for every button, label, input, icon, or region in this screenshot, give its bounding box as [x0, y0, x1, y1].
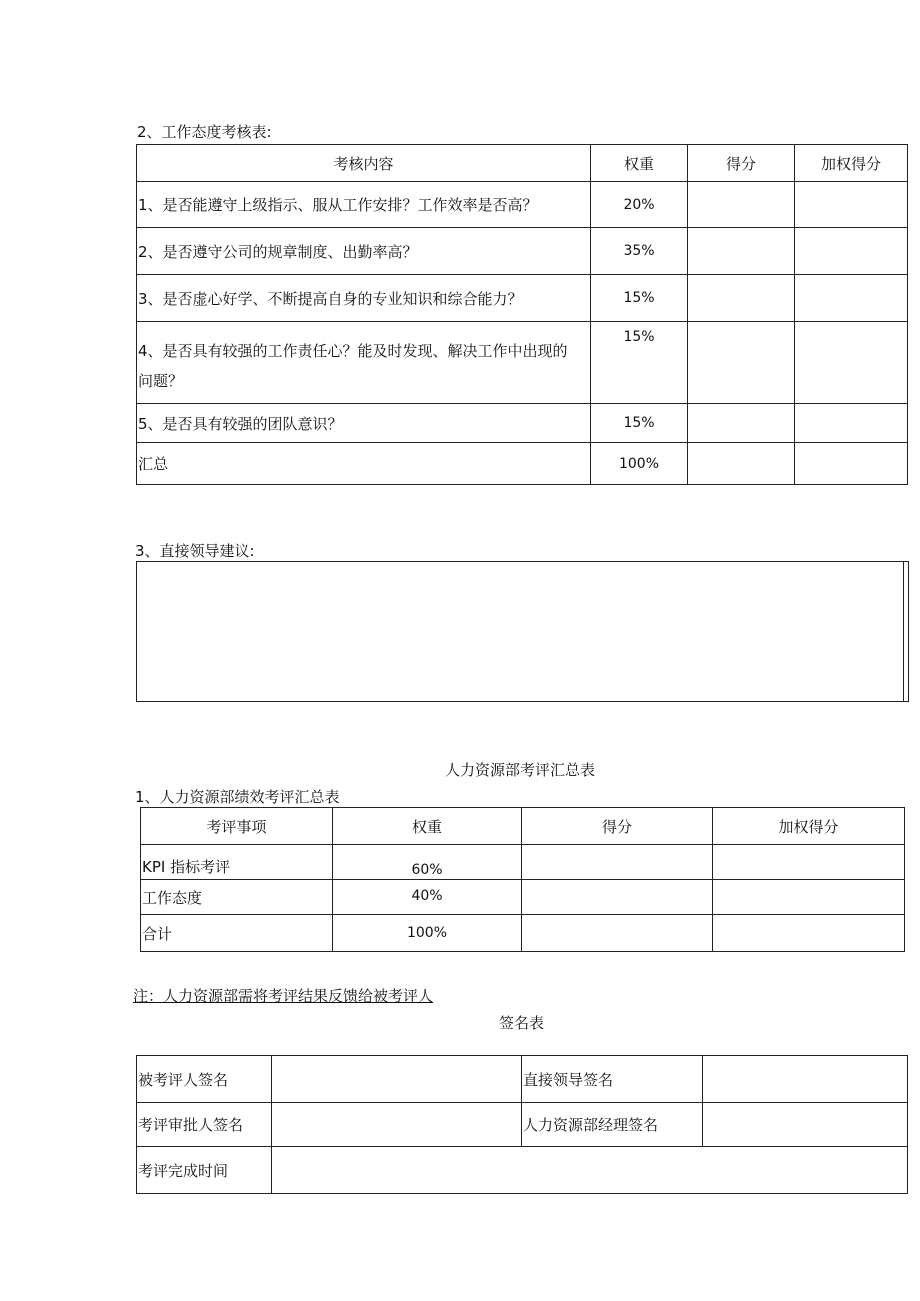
- row-item: 合计: [141, 915, 333, 952]
- row-weight: 100%: [591, 443, 688, 485]
- header-score: 得分: [688, 145, 795, 182]
- weighted-score-cell[interactable]: [713, 880, 905, 915]
- row-content: 1、是否能遵守上级指示、服从工作安排？工作效率是否高？: [137, 182, 591, 228]
- direct-leader-signature-field[interactable]: [703, 1056, 908, 1103]
- table-row: [141, 880, 905, 915]
- table-row: [137, 182, 908, 228]
- hr-summary-table: [140, 807, 905, 952]
- weighted-score-cell[interactable]: [795, 182, 908, 228]
- score-cell[interactable]: [688, 228, 795, 275]
- score-cell[interactable]: [688, 443, 795, 485]
- table-row: [137, 1103, 908, 1147]
- row-content: [137, 322, 591, 404]
- table-row: [137, 1056, 908, 1103]
- header-weighted-score: 加权得分: [713, 808, 905, 845]
- score-cell[interactable]: [522, 880, 713, 915]
- approver-label: 考评审批人签名: [137, 1103, 272, 1147]
- weighted-score-cell[interactable]: [795, 275, 908, 322]
- weighted-score-cell[interactable]: [795, 228, 908, 275]
- approver-signature-field[interactable]: [272, 1103, 522, 1147]
- row-content-line1: 4、是否具有较强的工作责任心？能及时发现、解决工作中出现的: [138, 341, 568, 360]
- weighted-score-cell[interactable]: [795, 322, 908, 404]
- hr-manager-label: 人力资源部经理签名: [522, 1103, 703, 1147]
- leader-suggestion-box[interactable]: [136, 561, 909, 702]
- header-weighted-score: 加权得分: [795, 145, 908, 182]
- table-row: [137, 404, 908, 443]
- section2-heading: 2、工作态度考核表:: [137, 123, 272, 141]
- row-content-line2: 问题？: [138, 371, 184, 390]
- direct-leader-label: 直接领导签名: [522, 1056, 703, 1103]
- row-weight: 40%: [333, 880, 522, 915]
- row-weight: 35%: [591, 228, 688, 275]
- row-weight: 60%: [333, 845, 522, 880]
- table-header-row: [141, 808, 905, 845]
- weighted-score-cell[interactable]: [713, 845, 905, 880]
- row-item: KPI 指标考评: [141, 845, 333, 880]
- table-row: [137, 275, 908, 322]
- header-weight: 权重: [333, 808, 522, 845]
- header-weight: 权重: [591, 145, 688, 182]
- table-header-row: [137, 145, 908, 182]
- table-row: [137, 1147, 908, 1194]
- attitude-table: [136, 144, 908, 485]
- table-row-total: [137, 443, 908, 485]
- row-content: 汇总: [137, 443, 591, 485]
- completion-time-label: 考评完成时间: [137, 1147, 272, 1194]
- hr-note: 注：人力资源部需将考评结果反馈给被考评人: [133, 987, 434, 1005]
- weighted-score-cell[interactable]: [713, 915, 905, 952]
- hr-summary-title: 人力资源部考评汇总表: [445, 761, 596, 779]
- signature-title: 签名表: [499, 1014, 545, 1032]
- appraisee-signature-field[interactable]: [272, 1056, 522, 1103]
- header-content: 考核内容: [137, 145, 591, 182]
- signature-table: [136, 1055, 908, 1194]
- row-weight: 20%: [591, 182, 688, 228]
- row-content: 2、是否遵守公司的规章制度、出勤率高？: [137, 228, 591, 275]
- row-content: 5、是否具有较强的团队意识？: [137, 404, 591, 443]
- hr-summary-subheading: 1、人力资源部绩效考评汇总表: [135, 788, 340, 806]
- row-item: 工作态度: [141, 880, 333, 915]
- box-double-border: [903, 561, 904, 701]
- table-row: [141, 845, 905, 880]
- weighted-score-cell[interactable]: [795, 404, 908, 443]
- score-cell[interactable]: [688, 322, 795, 404]
- score-cell[interactable]: [522, 915, 713, 952]
- score-cell[interactable]: [688, 275, 795, 322]
- row-content: 3、是否虚心好学、不断提高自身的专业知识和综合能力？: [137, 275, 591, 322]
- score-cell[interactable]: [688, 182, 795, 228]
- appraisee-label: 被考评人签名: [137, 1056, 272, 1103]
- completion-time-field[interactable]: [272, 1147, 908, 1194]
- header-item: 考评事项: [141, 808, 333, 845]
- header-score: 得分: [522, 808, 713, 845]
- hr-manager-signature-field[interactable]: [703, 1103, 908, 1147]
- section3-heading: 3、直接领导建议:: [135, 542, 255, 560]
- table-row: [137, 322, 908, 404]
- row-weight: 100%: [333, 915, 522, 952]
- score-cell[interactable]: [688, 404, 795, 443]
- weighted-score-cell[interactable]: [795, 443, 908, 485]
- row-weight: 15%: [591, 322, 688, 404]
- table-row: [137, 228, 908, 275]
- table-row-total: [141, 915, 905, 952]
- row-weight: 15%: [591, 275, 688, 322]
- row-weight: 15%: [591, 404, 688, 443]
- score-cell[interactable]: [522, 845, 713, 880]
